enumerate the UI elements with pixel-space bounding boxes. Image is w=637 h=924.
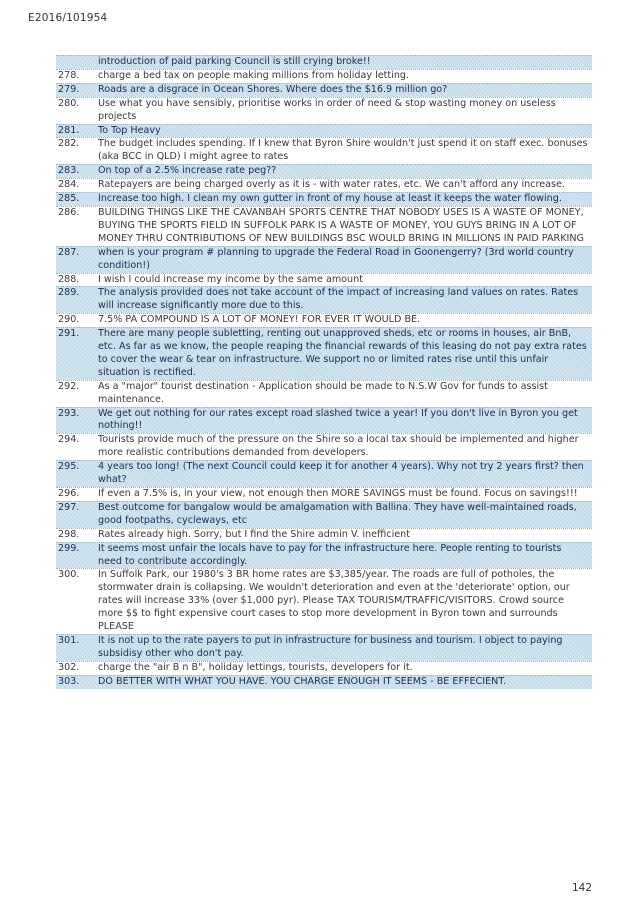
table-row [56, 380, 592, 407]
table-row [56, 661, 592, 675]
table-row [56, 542, 592, 569]
row-number: 297. [58, 501, 80, 513]
table-row [56, 568, 592, 634]
row-comment: Increase too high. I clean my own gutter in front of my house at least it keeps the water flowing. [98, 193, 562, 205]
row-number: 289. [58, 287, 80, 299]
row-number: 280. [58, 97, 80, 109]
table-row [56, 137, 592, 164]
row-number: 286. [58, 206, 80, 218]
row-number: 287. [58, 246, 80, 258]
row-number: 300. [58, 569, 80, 581]
row-number: 290. [58, 314, 80, 326]
table-row [56, 675, 592, 689]
table-row [56, 487, 592, 501]
table-row [56, 124, 592, 138]
row-comment: when is your program # planning to upgrade the Federal Road in Goonengerry? (3rd world country condition!) [98, 246, 574, 271]
row-comment: There are many people subletting, renting out unapproved sheds, etc or rooms in houses, air BnB, etc. As far as we know, the people reaping the financial rewards of this leasing do not pay extra rates to cover the wear & tear on infrastructure. We support no or limited rates rise until this unfair situation is rectified. [98, 328, 587, 378]
row-comment: 7.5% PA COMPOUND IS A LOT OF MONEY! FOR EVER IT WOULD BE. [98, 314, 421, 326]
row-number: 279. [58, 83, 80, 95]
row-number: 301. [58, 634, 80, 646]
table-row [56, 327, 592, 380]
row-comment: In Suffolk Park, our 1980's 3 BR home rates are $3,385/year. The roads are full of potholes, the stormwater drain is collapsing. We wouldn't deterioration and even at the 'deteriorate' option, our rates will increase 33% (over $1,000 pyr). Please TAX TOURISM/TRAFFIC/VISITORS. Crowd source more $$ to fight expensive court cases to stop more development in Byron town and surrounds PLEASE [98, 569, 570, 633]
table-row [56, 501, 592, 528]
table-row [56, 528, 592, 542]
table-row [56, 273, 592, 287]
row-comment: Roads are a disgrace in Ocean Shores. Where does the $16.9 million go? [98, 83, 448, 95]
row-number: 291. [58, 328, 80, 340]
table-row [56, 164, 592, 178]
table-row [56, 178, 592, 192]
table-row [56, 313, 592, 327]
row-comment: DO BETTER WITH WHAT YOU HAVE. YOU CHARGE ENOUGH IT SEEMS - BE EFFECIENT. [98, 675, 507, 687]
row-comment: It seems most unfair the locals have to pay for the infrastructure here. People renting to tourists need to contribute accordingly. [98, 542, 562, 567]
row-comment: It is not up to the rate payers to put in infrastructure for business and tourism. I object to paying subsidisy other who don't pay. [98, 634, 563, 659]
row-comment: I wish I could increase my income by the same amount [98, 273, 363, 285]
row-number: 302. [58, 661, 80, 673]
row-number: 296. [58, 488, 80, 499]
table-row [56, 460, 592, 487]
table-row [56, 206, 592, 246]
row-comment: charge the "air B n B", holiday lettings, tourists, developers for it. [98, 661, 413, 673]
row-comment: As a "major" tourist destination - Application should be made to N.S.W Gov for funds to assist maintenance. [98, 380, 548, 405]
document-id: E2016/101954 [28, 12, 108, 24]
table-row [56, 433, 592, 460]
row-number: 284. [58, 179, 80, 191]
row-number: 295. [58, 461, 80, 473]
row-number: 278. [58, 69, 80, 81]
table-row [56, 407, 592, 434]
row-comment: We get out nothing for our rates except road slashed twice a year! If you don't live in Byron you get nothing!! [98, 407, 578, 432]
table-row [56, 69, 592, 83]
row-comment: introduction of paid parking Council is still crying broke!! [98, 56, 371, 67]
row-number: 285. [58, 193, 80, 205]
row-number: 281. [58, 124, 80, 136]
row-comment: Use what you have sensibly, prioritise works in order of need & stop wasting money on useless projects [98, 97, 556, 122]
row-comment: Rates already high. Sorry, but I find the Shire admin V. inefficient [98, 528, 410, 540]
row-number: 283. [58, 165, 80, 177]
table-row [56, 55, 592, 69]
row-number: 294. [58, 434, 80, 446]
row-number: 282. [58, 138, 80, 150]
row-comment: To Top Heavy [98, 124, 161, 136]
table-row [56, 634, 592, 661]
table-row [56, 83, 592, 97]
table-row [56, 246, 592, 273]
table-row [56, 286, 592, 313]
row-number: 288. [58, 273, 80, 285]
row-number: 298. [58, 528, 80, 540]
row-number: 293. [58, 407, 80, 419]
row-comment: Best outcome for bangalow would be amalgamation with Ballina. They have well-maintained roads, good footpaths, cycleways, etc [98, 501, 577, 526]
row-comment: BUILDING THINGS LIKE THE CAVANBAH SPORTS CENTRE THAT NOBODY USES IS A WASTE OF MONEY, BUYING THE SPORTS FIELD IN SUFFOLK PARK IS A WASTE OF MONEY, YOU GUYS BRING IN A LOT OF MONEY THRU CONTRIBUTIONS OF NEW BUILDINGS BSC WOULD BRING IN MILLIONS IN PAID PARKING [98, 206, 584, 244]
row-comment: If even a 7.5% is, in your view, not enough then MORE SAVINGS must be found. Focus on savings!!! [98, 488, 578, 499]
row-comment: Tourists provide much of the pressure on the Shire so a local tax should be implemented and higher more realistic contributions demanded from developers. [98, 434, 579, 459]
row-comment: The analysis provided does not take account of the impact of increasing land values on rates. Rates will increase significantly more due to this. [98, 287, 579, 312]
row-comment: charge a bed tax on people making millions from holiday letting. [98, 69, 410, 81]
row-comment: 4 years too long! (The next Council could keep it for another 4 years). Why not try 2 years first? then what? [98, 461, 584, 486]
row-comment: On top of a 2.5% increase rate peg?? [98, 165, 277, 177]
row-number: 292. [58, 380, 80, 392]
row-comment: Ratepayers are being charged overly as it is - with water rates, etc. We can't afford any increase. [98, 179, 565, 191]
table-row [56, 192, 592, 206]
row-number [56, 56, 98, 69]
comments-table [56, 55, 592, 689]
row-comment: The budget includes spending. If I knew that Byron Shire wouldn't just spend it on staff exec. bonuses (aka BCC in QLD) I might agree to rates [98, 138, 588, 163]
table-row [56, 97, 592, 124]
row-number: 299. [58, 542, 80, 554]
row-number: 303. [58, 675, 80, 687]
page-number: 142 [571, 882, 592, 894]
